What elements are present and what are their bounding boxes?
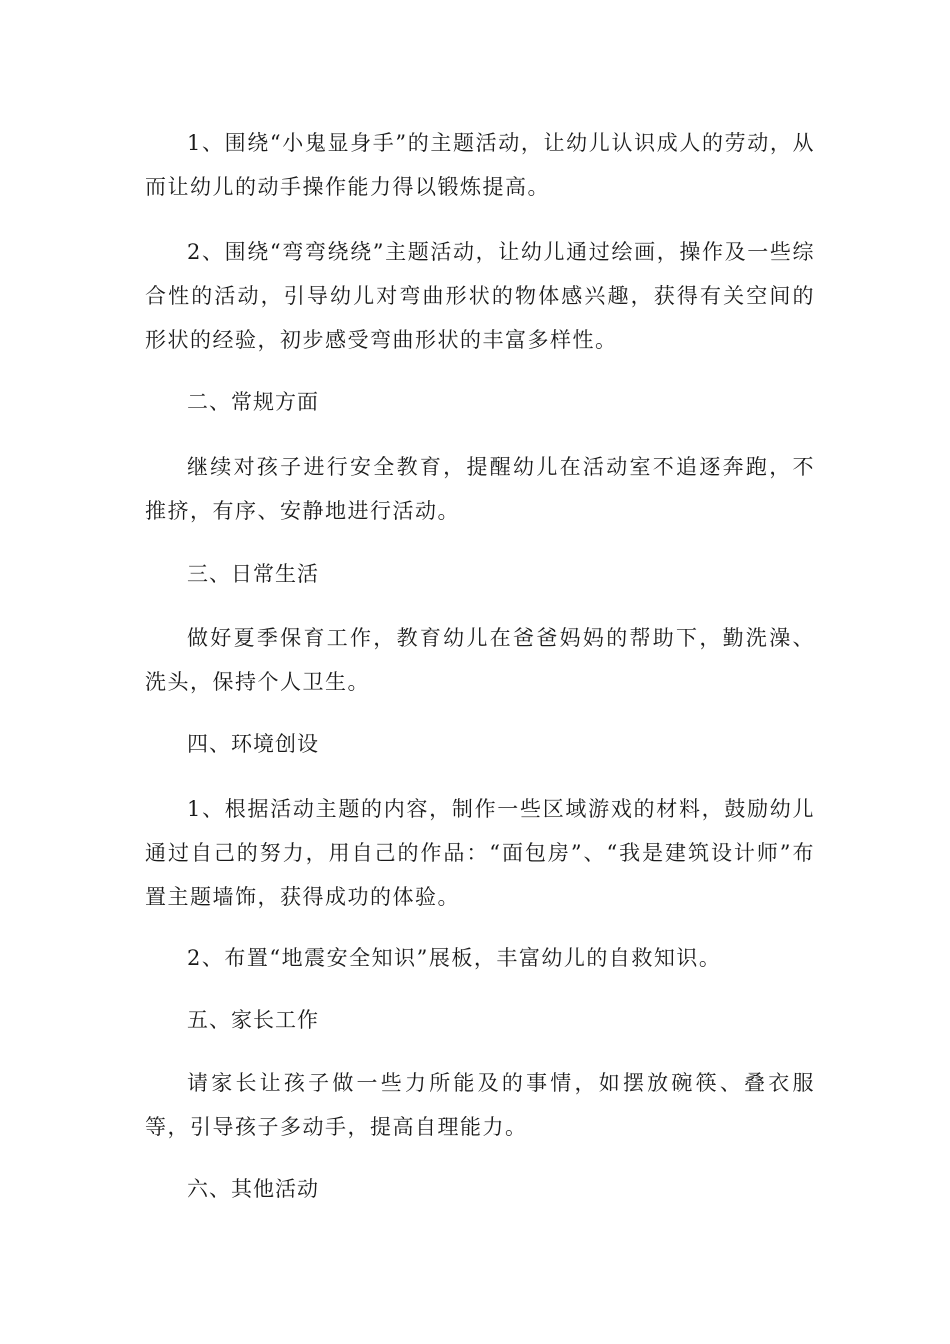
paragraph-theme-activity-2: 2、围绕“弯弯绕绕”主题活动，让幼儿通过绘画，操作及一些综合性的活动，引导幼儿对弯曲形状的物体感兴趣，获得有关空间的形状的经验，初步感受弯曲形状的丰富多样性。 <box>145 240 815 352</box>
paragraph-daily-life: 做好夏季保育工作，教育幼儿在爸爸妈妈的帮助下，勤洗澡、洗头，保持个人卫生。 <box>145 626 815 694</box>
paragraph-parents-work: 请家长让孩子做一些力所能及的事情，如摆放碗筷、叠衣服等，引导孩子多动手，提高自理能力。 <box>145 1071 815 1139</box>
heading-parents-work: 五、家长工作 <box>187 1008 319 1032</box>
paragraph-environment-2: 2、布置“地震安全知识”展板，丰富幼儿的自救知识。 <box>187 946 722 970</box>
heading-daily-life: 三、日常生活 <box>187 562 319 586</box>
paragraph-routine: 继续对孩子进行安全教育，提醒幼儿在活动室不追逐奔跑，不推挤，有序、安静地进行活动。 <box>145 455 815 523</box>
heading-environment: 四、环境创设 <box>187 732 319 756</box>
heading-routine: 二、常规方面 <box>187 390 319 414</box>
heading-other-activities: 六、其他活动 <box>187 1177 319 1201</box>
paragraph-environment-1: 1、根据活动主题的内容，制作一些区域游戏的材料，鼓励幼儿通过自己的努力，用自己的作品：“面包房”、“我是建筑设计师”布置主题墙饰，获得成功的体验。 <box>145 797 815 909</box>
paragraph-theme-activity-1: 1、围绕“小鬼显身手”的主题活动，让幼儿认识成人的劳动，从而让幼儿的动手操作能力得以锻炼提高。 <box>145 131 815 199</box>
